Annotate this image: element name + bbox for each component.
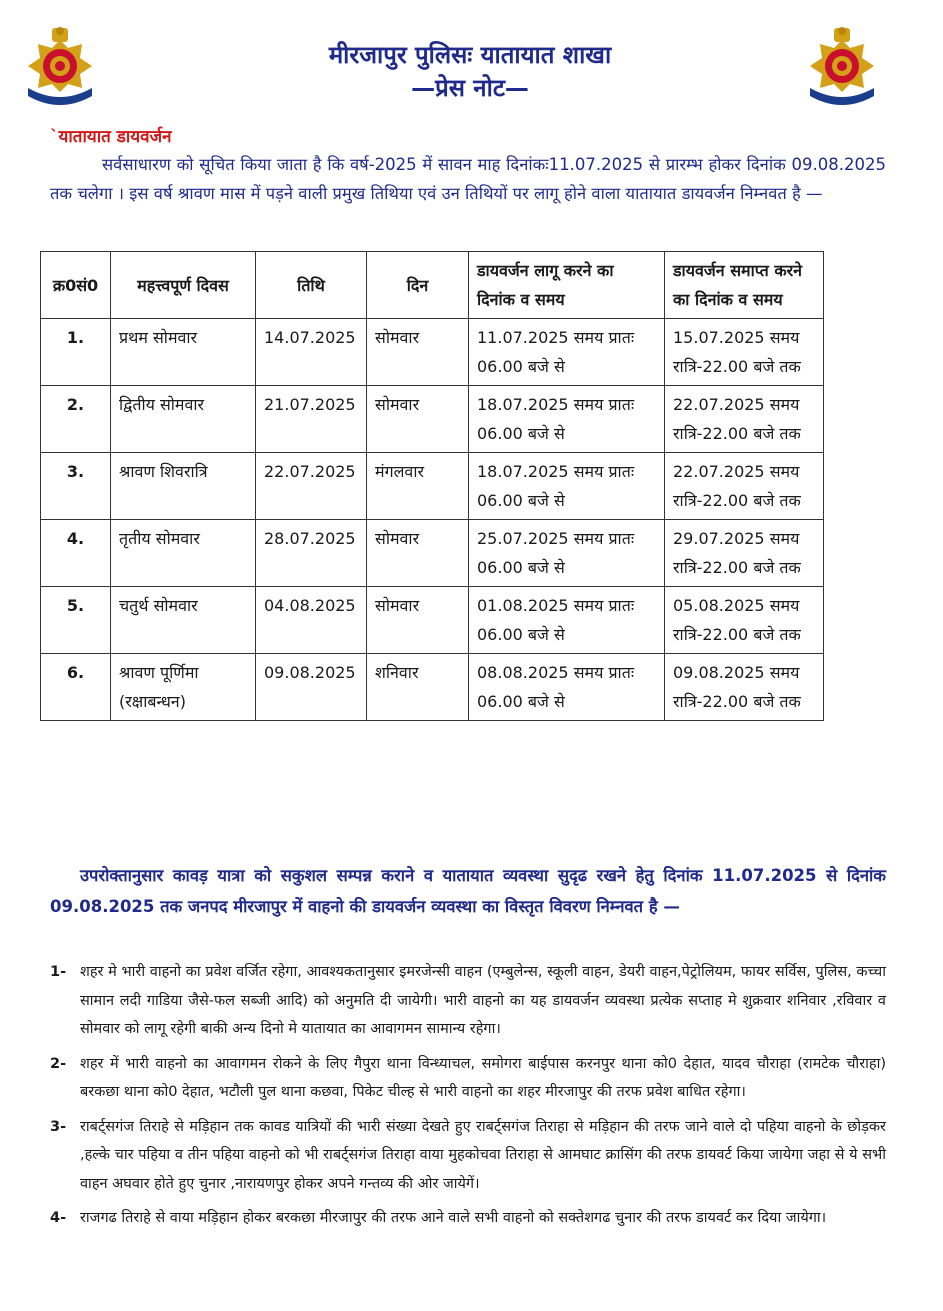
point-number: 1- [50, 964, 67, 980]
cell-day: शनिवार [367, 654, 469, 721]
cell-diversion-end: 29.07.2025 समय रात्रि-22.00 बजे तक [665, 520, 824, 587]
cell-important-day: तृतीय सोमवार [111, 520, 256, 587]
header-day: दिन [367, 252, 469, 319]
header-diversion-start: डायवर्जन लागू करने का दिनांक व समय [469, 252, 665, 319]
header-date: तिथि [256, 252, 367, 319]
diversion-summary-paragraph: उपरोक्तानुसार कावड़ यात्रा को सकुशल सम्पन्न कराने व यातायात व्यवस्था सुदृढ रखने हेतु दिनांक 11.07.2025 से दिनांक 09.08.2025 तक जनपद मीरजापुर में वाहनो की डायवर्जन व्यवस्था का विस्तृत विवरण निम्नवत है — [50, 866, 886, 916]
cell-diversion-end: 09.08.2025 समय रात्रि-22.00 बजे तक [665, 654, 824, 721]
header-serial: क्र0सं0 [41, 252, 111, 319]
table-row [41, 654, 824, 721]
cell-diversion-start: 18.07.2025 समय प्रातः 06.00 बजे से [469, 386, 665, 453]
cell-serial: 6. [41, 654, 111, 721]
cell-date: 09.08.2025 [256, 654, 367, 721]
table-row [41, 520, 824, 587]
cell-important-day: प्रथम सोमवार [111, 319, 256, 386]
cell-day: सोमवार [367, 386, 469, 453]
cell-diversion-end: 05.08.2025 समय रात्रि-22.00 बजे तक [665, 587, 824, 654]
cell-serial: 2. [41, 386, 111, 453]
cell-day: सोमवार [367, 587, 469, 654]
cell-diversion-start: 18.07.2025 समय प्रातः 06.00 बजे से [469, 453, 665, 520]
intro-paragraph: सर्वसाधारण को सूचित किया जाता है कि वर्ष-2025 में सावन माह दिनांकः11.07.2025 से प्रारम्भ होकर दिनांक 09.08.2025 तक चलेगा । इस वर्ष श्रावण मास में पड़ने वाली प्रमुख तिथिया एवं उन तिथियों पर लागू होने वाला यातायात डायवर्जन निम्नवत है — [50, 155, 886, 203]
list-item [50, 1113, 886, 1199]
page-title: मीरजापुर पुलिसः यातायात शाखा [328, 41, 612, 69]
diversion-table [40, 251, 824, 721]
cell-day: सोमवार [367, 319, 469, 386]
cell-diversion-start: 25.07.2025 समय प्रातः 06.00 बजे से [469, 520, 665, 587]
list-item [50, 1050, 886, 1107]
cell-date: 22.07.2025 [256, 453, 367, 520]
point-text: राबर्ट्सगंज तिराहे से मड़िहान तक कावड यात्रियों की भारी संख्या देखते हुए राबर्ट्सगंज तिराहा से मड़िहान की तरफ जाने वाले दो पहिया वाहनो के छोड़कर ,हल्के चार पहिया व तीन पहिया वाहनो को भी राबर्ट्सगंज तिराहा वाया मुहकोचवा तिराहा से आमघाट क्रासिंग की तरफ डायवर्ट किया जायेगा जहा से ये सभी वाहन अघवार होते हुए चुनार ,नारायणपुर होकर अपने गन्तव्य की ओर जायेगें। [80, 1118, 886, 1192]
list-item [50, 1204, 886, 1233]
point-number: 2- [50, 1055, 67, 1072]
table-row [41, 386, 824, 453]
list-item [50, 958, 886, 1044]
cell-diversion-end: 22.07.2025 समय रात्रि-22.00 बजे तक [665, 386, 824, 453]
cell-diversion-end: 15.07.2025 समय रात्रि-22.00 बजे तक [665, 319, 824, 386]
diversion-points-list [50, 958, 886, 1239]
up-police-emblem-left [22, 26, 98, 108]
section-heading: `यातायात डायवर्जन [50, 127, 172, 147]
cell-date: 21.07.2025 [256, 386, 367, 453]
cell-serial: 4. [41, 520, 111, 587]
cell-day: सोमवार [367, 520, 469, 587]
cell-date: 14.07.2025 [256, 319, 367, 386]
cell-important-day: श्रावण पूर्णिमा (रक्षाबन्धन) [111, 654, 256, 721]
cell-serial: 3. [41, 453, 111, 520]
header-important-day: महत्त्वपूर्ण दिवस [111, 252, 256, 319]
table-row [41, 587, 824, 654]
cell-important-day: श्रावण शिवरात्रि [111, 453, 256, 520]
point-text: शहर में भारी वाहनो का आवागमन रोकने के लिए गैपुरा थाना विन्ध्याचल, समोगरा बाईपास करनपुर थाना को0 देहात, यादव चौराहा (रामटेक चौराहा) बरकछा थाना को0 देहात, भटौली पुल थाना कछवा, पिकेट चील्ह से भारी वाहनो का शहर मीरजापुर की तरफ प्रवेश बाधित रहेगा। [80, 1055, 886, 1100]
cell-diversion-start: 08.08.2025 समय प्रातः 06.00 बजे से [469, 654, 665, 721]
cell-day: मंगलवार [367, 453, 469, 520]
cell-important-day: द्वितीय सोमवार [111, 386, 256, 453]
point-number: 4- [50, 1210, 67, 1226]
cell-serial: 5. [41, 587, 111, 654]
point-number: 3- [50, 1118, 67, 1135]
table-header-row [41, 252, 824, 319]
cell-diversion-start: 11.07.2025 समय प्रातः 06.00 बजे से [469, 319, 665, 386]
cell-important-day: चतुर्थ सोमवार [111, 587, 256, 654]
table-row [41, 453, 824, 520]
point-text: राजगढ तिराहे से वाया मड़िहान होकर बरकछा मीरजापुर की तरफ आने वाले सभी वाहनो को सक्तेशगढ चुनार की तरफ डायवर्ट कर दिया जायेगा। [80, 1210, 827, 1226]
header-diversion-end: डायवर्जन समाप्त करने का दिनांक व समय [665, 252, 824, 319]
page-subtitle: —प्रेस नोट— [411, 74, 529, 102]
cell-diversion-end: 22.07.2025 समय रात्रि-22.00 बजे तक [665, 453, 824, 520]
document-header [150, 38, 790, 104]
cell-date: 28.07.2025 [256, 520, 367, 587]
cell-diversion-start: 01.08.2025 समय प्रातः 06.00 बजे से [469, 587, 665, 654]
up-police-emblem-right [804, 26, 880, 108]
point-text: शहर मे भारी वाहनो का प्रवेश वर्जित रहेगा, आवश्यकतानुसार इमरजेन्सी वाहन (एम्बुलेन्स, स्कूली वाहन, डेयरी वाहन,पेट्रोलियम, फायर सर्विस, पुलिस, कच्चा सामान लदी गाडिया जैसे-फल सब्जी आदि) को अनुमति दी जायेगी। भारी वाहनो का यह डायवर्जन व्यवस्था प्रत्येक सप्ताह मे शुक्रवार शनिवार ,रविवार व सोमवार को लागू रहेगी बाकी अन्य दिनो मे यातायात का आवागमन सामान्य रहेगा। [80, 964, 886, 1037]
table-row [41, 319, 824, 386]
cell-serial: 1. [41, 319, 111, 386]
cell-date: 04.08.2025 [256, 587, 367, 654]
